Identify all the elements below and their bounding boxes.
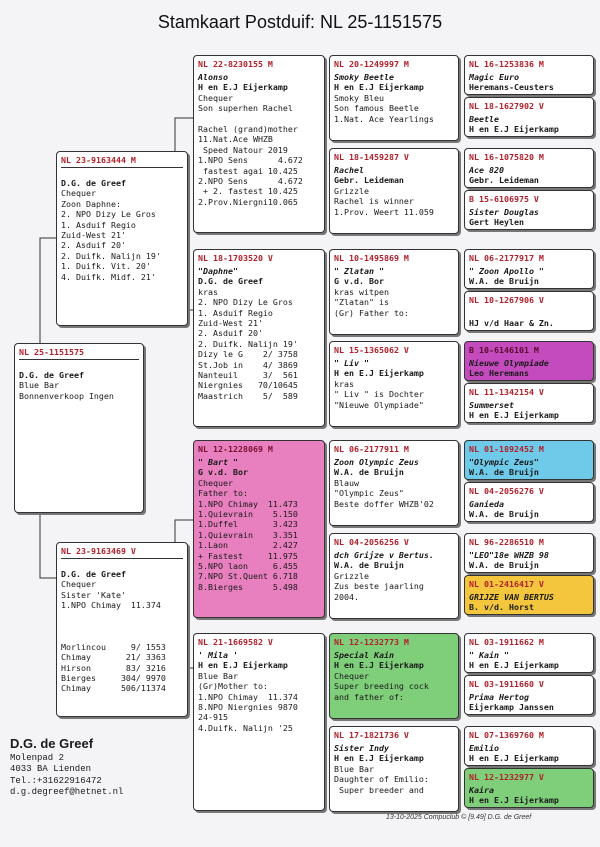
- info-line: Maastrich 5/ 589: [198, 390, 298, 401]
- owner: H en E.J Eijerkamp: [334, 753, 424, 764]
- pigeon-card-g15[interactable]: [464, 726, 594, 766]
- info-line: 2. NPO Dizy Le Gros: [61, 209, 156, 220]
- owner: H en E.J Eijerkamp: [469, 410, 559, 421]
- pigeon-card-dam-sire[interactable]: [193, 440, 325, 618]
- color: Blue Bar: [198, 670, 238, 681]
- owner: H en E.J Eijerkamp: [334, 660, 424, 671]
- pigeon-name: Kaira: [469, 785, 494, 795]
- ring-number: NL 03-1911660 V: [469, 679, 544, 689]
- ring-number: NL 04-2056276 V: [469, 486, 544, 496]
- pigeon-name: Special Kain: [334, 650, 394, 660]
- info-line: Zuid-West 21': [61, 230, 126, 241]
- info-line: Super breeder and: [334, 784, 424, 795]
- owner: H en E.J Eijerkamp: [198, 82, 288, 93]
- owner: H en E.J Eijerkamp: [469, 795, 559, 806]
- info-line: Son famous Beetle: [334, 103, 419, 114]
- info-line: 2. Asduif 20': [61, 240, 126, 251]
- owner: W.A. de Bruijn: [469, 276, 539, 287]
- info-line: Bierges 304/ 9970: [61, 673, 166, 684]
- pigeon-name: "Daphne": [198, 266, 238, 276]
- info-line: and father of:: [334, 691, 404, 702]
- ring-number: NL 12-1228069 M: [198, 444, 273, 454]
- info-line: + 2. fastest 10.425: [198, 186, 298, 197]
- pigeon-name: " Zoon Apollo ": [469, 266, 544, 276]
- pigeon-name: " Liv ": [334, 358, 369, 368]
- pigeon-name: Beetle: [469, 114, 499, 124]
- info-line: 2.Prov.Niergni10.065: [198, 196, 298, 207]
- info-line: 24-915: [198, 712, 228, 723]
- info-line: 1.Nat. Ace Yearlings: [334, 113, 434, 124]
- info-line: 8.Bierges 5.498: [198, 581, 298, 592]
- info-line: 2. NPO Dizy Le Gros: [198, 297, 293, 308]
- info-line: 1.Duffel 3.423: [198, 519, 298, 530]
- info-line: 1.Laon 2.427: [198, 540, 298, 551]
- pigeon-card-g4[interactable]: [464, 190, 594, 230]
- info-line: 1.NPO Sens 4.672: [198, 155, 303, 166]
- owner: Leo Heremans: [469, 368, 529, 379]
- info-line: [61, 631, 184, 641]
- owner: Gert Heylen: [469, 217, 524, 228]
- info-line: "Zlatan" is: [334, 297, 389, 308]
- color: kras: [198, 286, 218, 297]
- pigeon-name: Prima Hertog: [469, 692, 529, 702]
- ring-number: NL 17-1821736 V: [334, 730, 409, 740]
- owner: W.A. de Bruijn: [469, 509, 539, 520]
- pigeon-name: Nieuwe Olympiade: [469, 358, 549, 368]
- owner: D.G. de Greef: [19, 370, 84, 380]
- pigeon-card-g1[interactable]: [464, 55, 594, 95]
- ring-number: B 10-6146101 M: [469, 345, 539, 355]
- info-line: Nanteuil 3/ 561: [198, 370, 298, 381]
- info-line: Morlincou 9/ 1553: [61, 641, 166, 652]
- ring-number: NL 21-1669582 V: [198, 637, 273, 647]
- owner: W.A. de Bruijn: [469, 467, 539, 478]
- color: Chequer: [61, 579, 96, 590]
- ring-number: NL 01-1892452 M: [469, 444, 544, 454]
- color: Smoky Bleu: [334, 92, 384, 103]
- color: Chequer: [198, 477, 233, 488]
- pigeon-card-g7[interactable]: [464, 341, 594, 381]
- pigeon-name: Ganieda: [469, 499, 504, 509]
- info-line: Father to:: [198, 488, 248, 499]
- owner-email[interactable]: d.g.degreef@hetnet.nl: [10, 787, 124, 797]
- info-line: Sister 'Kate': [61, 589, 126, 600]
- info-line: 4.Duifk. Nalijn '25: [198, 722, 293, 733]
- ring-number: NL 10-1495869 M: [334, 253, 409, 263]
- pigeon-card-dam[interactable]: [56, 542, 188, 717]
- info-line: " Liv " is Dochter: [334, 389, 424, 400]
- color: kras witpen: [334, 286, 389, 297]
- pigeon-name: dch Grijze v Bertus.: [334, 550, 434, 560]
- pigeon-card-dds[interactable]: [329, 633, 459, 719]
- info-line: Zuid-West 21': [198, 318, 263, 329]
- info-line: 1.NPO Chimay 11.473: [198, 498, 298, 509]
- info-line: Niergnies 70/10645: [198, 380, 298, 391]
- pigeon-name: Sister Douglas: [469, 207, 539, 217]
- pigeon-name: GRIJZE VAN BERTUS: [469, 592, 554, 602]
- info-line: 1.Quievrain 3.351: [198, 529, 298, 540]
- pigeon-name: [469, 308, 590, 318]
- info-line: "Olympic Zeus": [334, 488, 404, 499]
- color: Blue Bar: [334, 763, 374, 774]
- pigeon-card-g10[interactable]: [464, 482, 594, 522]
- color: Blauw: [334, 477, 359, 488]
- pigeon-name: Smoky Beetle: [334, 72, 394, 82]
- pigeon-card-g14[interactable]: [464, 675, 594, 715]
- pigeon-name: " Bart ": [198, 457, 238, 467]
- info-line: Zus beste jaarling: [334, 581, 424, 592]
- info-line: Son superhen Rachel: [198, 103, 293, 114]
- ring-number: NL 07-1369760 M: [469, 730, 544, 740]
- ring-number: B 15-6106975 V: [469, 194, 539, 204]
- owner-phone: Tel.:+31622916472: [10, 775, 102, 786]
- pigeon-name: " Kain ": [469, 650, 509, 660]
- footer-stamp: 13-10-2025 Compuclub © [9.49] D.G. de Greef: [386, 814, 532, 821]
- owner-info: [10, 738, 123, 799]
- ring-number: NL 18-1703520 V: [198, 253, 273, 263]
- pigeon-card-g13[interactable]: [464, 633, 594, 673]
- pigeon-card-g3[interactable]: [464, 148, 594, 188]
- info-line: [61, 621, 184, 631]
- info: Bonnenverkoop Ingen: [19, 390, 114, 401]
- pigeon-name: Emilio: [469, 743, 499, 753]
- ring-number: NL 03-1911662 M: [469, 637, 544, 647]
- info-line: (Gr)Mother to:: [198, 681, 268, 692]
- owner: W.A. de Bruijn: [334, 560, 404, 571]
- info-line: [61, 611, 184, 621]
- owner-name: D.G. de Greef: [10, 736, 94, 751]
- pigeon-card-dsd[interactable]: [329, 533, 459, 619]
- info-line: "Nieuwe Olympiade": [334, 399, 424, 410]
- pigeon-name: Summerset: [469, 400, 514, 410]
- ring-number: NL 96-2286510 M: [469, 537, 544, 547]
- color: Grizzle: [334, 185, 369, 196]
- ring-number: NL 18-1627902 V: [469, 101, 544, 111]
- info-line: fastest agai 10.425: [198, 165, 298, 176]
- info-line: 5.NPO laon 6.455: [198, 561, 298, 572]
- ring-number: NL 18-1459287 V: [334, 152, 409, 162]
- info-line: 1. Asduif Regio: [61, 219, 136, 230]
- owner-street: Molenpad 2: [10, 752, 65, 763]
- pigeon-name: ' Mila ': [198, 650, 238, 660]
- info-line: Chimay 21/ 3363: [61, 652, 166, 663]
- ring-number: NL 06-2177917 M: [469, 253, 544, 263]
- owner: Eijerkamp Janssen: [469, 702, 554, 713]
- info-line: 1.Quievrain 5.150: [198, 509, 298, 520]
- owner: Heremans-Ceusters: [469, 82, 554, 93]
- pigeon-card-sdd[interactable]: [329, 341, 459, 427]
- page-title: Stamkaart Postduif: NL 25-1151575: [157, 12, 443, 32]
- owner: H en E.J Eijerkamp: [469, 124, 559, 135]
- pigeon-card-g16[interactable]: [464, 768, 594, 808]
- pigeon-card-sss[interactable]: [329, 55, 459, 141]
- info-line: Hirson 83/ 3216: [61, 662, 166, 673]
- pigeon-card-g11[interactable]: [464, 533, 594, 573]
- ring-number: NL 12-1232977 V: [469, 772, 544, 782]
- info-line: 1.Prov. Weert 11.059: [334, 206, 434, 217]
- info-line: Speed Natour 2019: [198, 144, 288, 155]
- ring-number: NL 16-1253836 M: [469, 59, 544, 69]
- info-line: 1. Asduif Regio: [198, 307, 273, 318]
- owner: Gebr. Leideman: [334, 175, 404, 186]
- info-line: (Gr) Father to:: [334, 307, 409, 318]
- info-line: 8.NPO Niergnies 9870: [198, 702, 298, 713]
- pigeon-card-g12[interactable]: [464, 575, 594, 615]
- ring-number: NL 11-1342154 V: [469, 387, 544, 397]
- pigeon-name: Ace 820: [469, 165, 504, 175]
- owner: G v.d. Bor: [198, 467, 248, 478]
- pigeon-name: Sister Indy: [334, 743, 389, 753]
- info-line: 2. Duifk. Nalijn 19': [61, 250, 161, 261]
- info-line: Beste doffer WHZB'02: [334, 498, 434, 509]
- info-line: Super breeding cock: [334, 681, 429, 692]
- ring-number: NL 20-1249997 M: [334, 59, 409, 69]
- info-line: Rachel is winner: [334, 196, 414, 207]
- info-line: 2. Asduif 20': [198, 328, 263, 339]
- pigeon-card-ssd[interactable]: [329, 148, 459, 234]
- owner: H en E.J Eijerkamp: [334, 82, 424, 93]
- owner: W.A. de Bruijn: [334, 467, 404, 478]
- info-line: Zoon Daphne:: [61, 198, 121, 209]
- owner: B. v/d. Horst: [469, 602, 534, 613]
- pigeon-card-g5[interactable]: [464, 249, 594, 289]
- ring-number: NL 25-1151575: [19, 347, 84, 357]
- info-line: 2004.: [334, 591, 359, 602]
- pigeon-card-g9[interactable]: [464, 440, 594, 480]
- owner: G v.d. Bor: [334, 276, 384, 287]
- pigeon-name: Rachel: [334, 165, 364, 175]
- info-line: 2. Duifk. Nalijn 19': [198, 338, 298, 349]
- info-line: 11.Nat.Ace WHZB: [198, 134, 273, 145]
- owner: D.G. de Greef: [61, 569, 126, 579]
- pigeon-name: Zoon Olympic Zeus: [334, 457, 419, 467]
- owner: W.A. de Bruijn: [469, 560, 539, 571]
- owner: Gebr. Leideman: [469, 175, 539, 186]
- info-line: 1.NPO Chimay 11.374: [198, 691, 298, 702]
- color: Grizzle: [334, 570, 369, 581]
- pigeon-name: "LEO"18e WHZB 98: [469, 550, 549, 560]
- ring-number: NL 04-2056256 V: [334, 537, 409, 547]
- ring-number: NL 12-1232773 M: [334, 637, 409, 647]
- info-line: [198, 114, 321, 124]
- pigeon-card-ddd[interactable]: [329, 726, 459, 812]
- color: kras: [334, 378, 354, 389]
- pigeon-card-sire-sire[interactable]: [193, 55, 325, 233]
- pigeon-card-g8[interactable]: [464, 383, 594, 423]
- pigeon-card-dss[interactable]: [329, 440, 459, 526]
- ring-number: NL 23-9163469 V: [61, 546, 136, 556]
- info-line: 1. Duifk. Vit. 20': [61, 261, 151, 272]
- pigeon-name: "Olympic Zeus": [469, 457, 539, 467]
- pigeon-card-sire[interactable]: [56, 151, 188, 326]
- ring-number: NL 01-2416417 V: [469, 579, 544, 589]
- owner: H en E.J Eijerkamp: [469, 753, 559, 764]
- pigeon-card-sire-dam[interactable]: [193, 249, 325, 427]
- color: Chequer: [334, 670, 369, 681]
- owner: H en E.J Eijerkamp: [198, 660, 288, 671]
- color: Blue Bar: [19, 380, 59, 391]
- info-line: 4. Duifk. Midf. 21': [61, 271, 156, 282]
- pigeon-card-g6[interactable]: [464, 291, 594, 331]
- info-line: Daughter of Emilio:: [334, 774, 429, 785]
- owner: H en E.J Eijerkamp: [469, 660, 559, 671]
- ring-number: NL 10-1267906 V: [469, 295, 544, 305]
- ring-number: NL 22-8230155 M: [198, 59, 273, 69]
- info-line: + Fastest 11.975: [198, 550, 298, 561]
- pigeon-card-dam-dam[interactable]: [193, 633, 325, 811]
- info-line: 7.NPO St.Quent 6.718: [198, 571, 298, 582]
- color: Chequer: [198, 92, 233, 103]
- pigeon-card-main[interactable]: [14, 343, 144, 513]
- pigeon-card-g2[interactable]: [464, 97, 594, 137]
- info-line: Rachel (grand)mother: [198, 124, 298, 135]
- info-line: Chimay 506/11374: [61, 683, 166, 694]
- info-line: Dizy le G 2/ 3758: [198, 349, 298, 360]
- pigeon-name: Magic Euro: [469, 72, 519, 82]
- pigeon-card-sds[interactable]: [329, 249, 459, 335]
- info-line: 2.NPO Sens 4.672: [198, 176, 303, 187]
- ring-number: NL 23-9163444 M: [61, 155, 136, 165]
- owner: H en E.J Eijerkamp: [334, 368, 424, 379]
- ring-number: NL 16-1075820 M: [469, 152, 544, 162]
- info-line: 1.NPO Chimay 11.374: [61, 600, 161, 611]
- owner-city: 4033 BA Lienden: [10, 764, 92, 774]
- info-line: St.Job in 4/ 3869: [198, 359, 298, 370]
- color: Chequer: [61, 188, 96, 199]
- owner: D.G. de Greef: [198, 276, 263, 287]
- pigeon-name: Alonso: [198, 72, 228, 82]
- owner: HJ v/d Haar & Zn.: [469, 318, 554, 329]
- pigeon-name: " Zlatan ": [334, 266, 384, 276]
- ring-number: NL 15-1365062 V: [334, 345, 409, 355]
- ring-number: NL 06-2177911 M: [334, 444, 409, 454]
- owner: D.G. de Greef: [61, 178, 126, 188]
